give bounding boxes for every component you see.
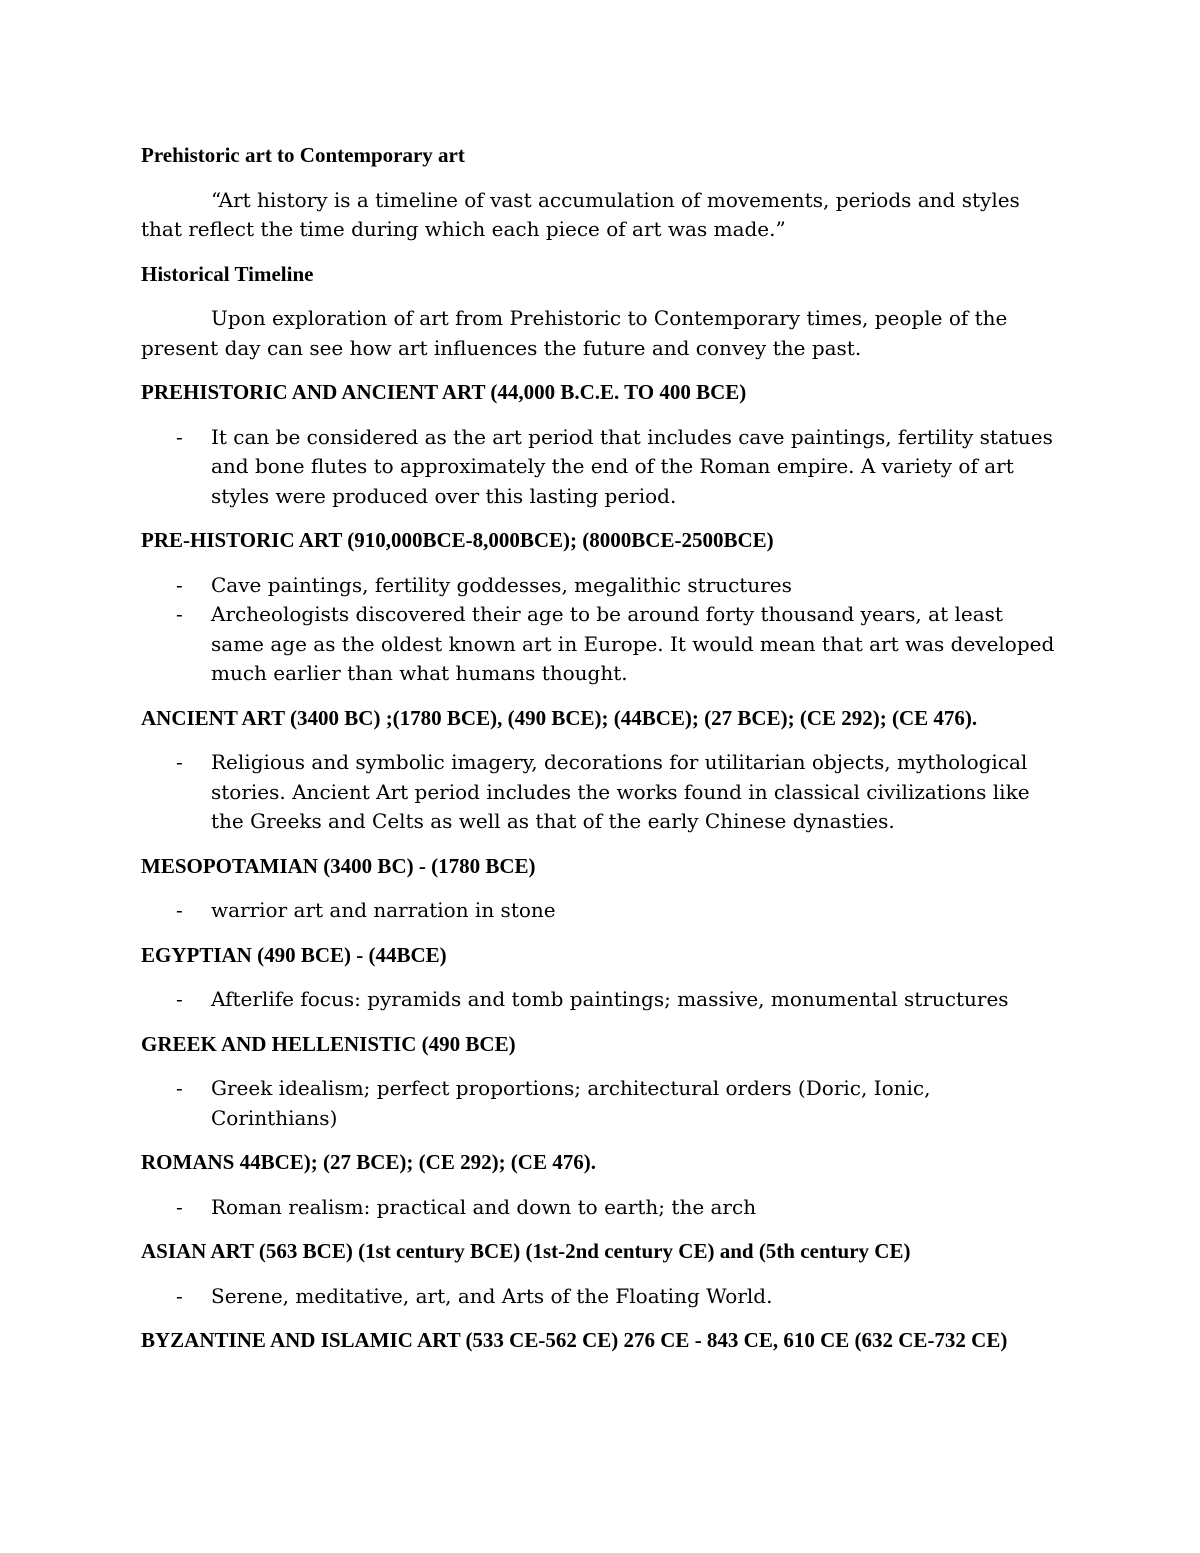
intro-paragraph: Upon exploration of art from Prehistoric to Contemporary times, people of the present day can see how art influences the future and convey the past. <box>141 306 1008 360</box>
list-item <box>141 1193 1061 1223</box>
list-item-text: It can be considered as the art period that includes cave paintings, fertility statues and bone flutes to approximately the end of the Roman empire. A variety of art styles were produced over this lasting period. <box>211 424 1053 508</box>
section-heading: BYZANTINE AND ISLAMIC ART (533 CE-562 CE) 276 CE - 843 CE, 610 CE (632 CE-732 CE) <box>141 1328 1008 1352</box>
dash-bullet: - <box>176 424 183 449</box>
list-item-text: Religious and symbolic imagery, decorations for utilitarian objects, mythological stories. Ancient Art period includes the works found in classical civilizations like the Greeks and Celts as well as that of the early Chinese dynasties. <box>211 750 1030 833</box>
dash-bullet: - <box>176 1194 183 1219</box>
section-heading: ROMANS 44BCE); (27 BCE); (CE 292); (CE 476). <box>141 1150 596 1174</box>
dash-bullet: - <box>176 602 183 626</box>
bullet-list <box>141 1074 1061 1133</box>
dash-bullet: - <box>176 572 183 597</box>
list-item <box>141 896 1061 926</box>
section-heading: EGYPTIAN (490 BCE) - (44BCE) <box>141 942 447 967</box>
dash-bullet: - <box>176 898 183 922</box>
bullet-list <box>141 1193 1061 1223</box>
bullet-list <box>141 748 1061 837</box>
section-heading: ANCIENT ART (3400 BC) ;(1780 BCE), (490 BCE); (44BCE); (27 BCE); (CE 292); (CE 476). <box>141 705 978 730</box>
bullet-list <box>141 571 1061 689</box>
dash-bullet: - <box>176 750 183 774</box>
list-item-text: warrior art and narration in stone <box>211 898 556 922</box>
dash-bullet: - <box>176 1283 183 1308</box>
list-item <box>141 423 1061 512</box>
dash-bullet: - <box>176 1076 183 1100</box>
list-item-text: Afterlife focus: pyramids and tomb paintings; massive, monumental structures <box>211 987 1009 1011</box>
section-heading: GREEK AND HELLENISTIC (490 BCE) <box>141 1031 516 1056</box>
list-item-text: Cave paintings, fertility goddesses, megalithic structures <box>211 572 792 597</box>
timeline-heading: Historical Timeline <box>141 261 314 286</box>
list-item-text: Roman realism: practical and down to earth; the arch <box>211 1194 757 1219</box>
list-item-text: Archeologists discovered their age to be around forty thousand years, at least same age as the oldest known art in Europe. It would mean that art was developed much earlier than what humans thought. <box>211 602 1055 685</box>
bullet-list <box>141 896 1061 926</box>
quote-paragraph: “Art history is a timeline of vast accumulation of movements, periods and styles that reflect the time during which each piece of art was made.” <box>141 187 1020 241</box>
section-heading: PREHISTORIC AND ANCIENT ART (44,000 B.C.E. TO 400 BCE) <box>141 380 747 404</box>
list-item-text: Serene, meditative, art, and Arts of the Floating World. <box>211 1283 773 1308</box>
document-title: Prehistoric art to Contemporary art <box>141 143 465 167</box>
list-item <box>141 571 1061 601</box>
document-body <box>141 141 1061 1371</box>
bullet-list <box>141 423 1061 512</box>
bullet-list <box>141 1282 1061 1312</box>
section-heading: MESOPOTAMIAN (3400 BC) - (1780 BCE) <box>141 853 536 878</box>
section-heading: PRE-HISTORIC ART (910,000BCE-8,000BCE); (8000BCE-2500BCE) <box>141 528 774 552</box>
list-item <box>141 600 1061 689</box>
bullet-list <box>141 985 1061 1015</box>
list-item <box>141 1074 1061 1133</box>
dash-bullet: - <box>176 987 183 1011</box>
section-heading: ASIAN ART (563 BCE) (1st century BCE) (1st-2nd century CE) and (5th century CE) <box>141 1239 911 1263</box>
list-item <box>141 748 1061 837</box>
list-item <box>141 1282 1061 1312</box>
list-item <box>141 985 1061 1015</box>
sections-container <box>141 378 1061 1356</box>
list-item-text: Greek idealism; perfect proportions; architectural orders (Doric, Ionic, Corinthians) <box>211 1076 931 1130</box>
